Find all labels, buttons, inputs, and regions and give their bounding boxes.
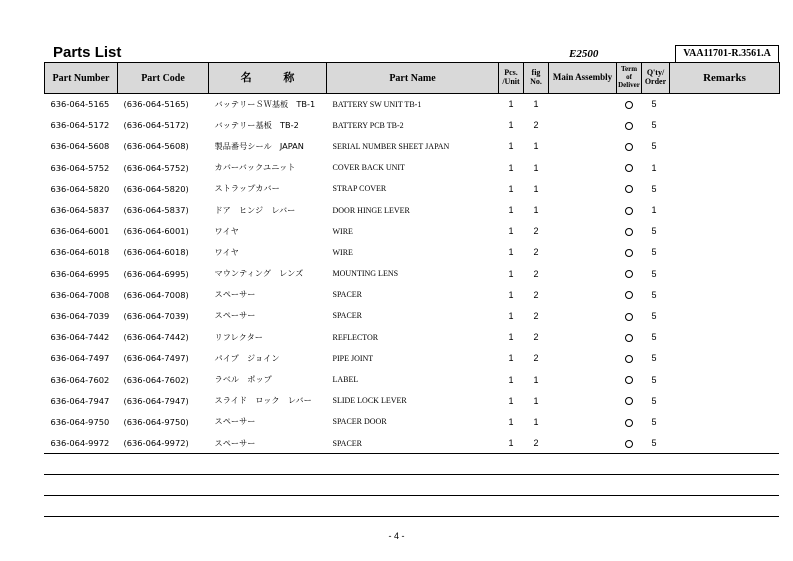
table-row bbox=[45, 284, 780, 305]
jp-name-cell: スペーサー bbox=[214, 289, 256, 300]
fig-no-cell: 2 bbox=[533, 310, 539, 321]
table-body bbox=[45, 94, 780, 454]
pcs-unit-cell: 1 bbox=[508, 247, 514, 258]
part-name-cell: COVER BACK UNIT bbox=[332, 163, 405, 173]
part-code-cell: (636-064-5165) bbox=[123, 99, 189, 110]
jp-name-cell: パイプ ジョイン bbox=[214, 352, 280, 363]
jp-name-cell: ドア ヒンジ レバー bbox=[214, 204, 296, 215]
circle-mark-icon bbox=[625, 101, 633, 109]
pcs-unit-cell: 1 bbox=[508, 289, 514, 300]
main-assembly-cell bbox=[549, 369, 617, 390]
header-qty-order: Q'ty/ Order bbox=[642, 63, 670, 94]
header-fig-no: fig No. bbox=[524, 63, 549, 94]
qty-order-cell: 5 bbox=[651, 141, 657, 152]
table-row bbox=[45, 369, 780, 390]
main-assembly-cell bbox=[549, 284, 617, 305]
term-of-delivery-cell bbox=[617, 327, 642, 348]
table-row bbox=[45, 199, 780, 220]
fig-no-cell: 1 bbox=[533, 183, 539, 194]
part-code-cell: (636-064-6995) bbox=[123, 268, 189, 279]
fig-no-cell: 1 bbox=[533, 141, 539, 152]
fig-no-cell: 2 bbox=[533, 247, 539, 258]
part-name-cell: SPACER bbox=[332, 438, 362, 448]
term-of-delivery-cell bbox=[617, 390, 642, 411]
pcs-unit-cell: 1 bbox=[508, 120, 514, 131]
circle-mark-icon bbox=[625, 249, 633, 257]
qty-order-cell: 5 bbox=[651, 289, 657, 300]
fig-no-cell: 2 bbox=[533, 289, 539, 300]
jp-name-cell: 製品番号シール JAPAN bbox=[214, 140, 304, 151]
part-name-cell: BATTERY PCB TB-2 bbox=[332, 120, 404, 130]
table-row bbox=[45, 94, 780, 115]
main-assembly-cell bbox=[549, 94, 617, 115]
pcs-unit-cell: 1 bbox=[508, 268, 514, 279]
fig-no-cell: 2 bbox=[533, 120, 539, 131]
table-row bbox=[45, 348, 780, 369]
part-name-cell: DOOR HINGE LEVER bbox=[332, 205, 410, 215]
circle-mark-icon bbox=[625, 185, 633, 193]
header-jp-name: 名 称 bbox=[209, 63, 327, 94]
parts-table bbox=[44, 62, 780, 454]
table-header-row bbox=[45, 63, 780, 94]
circle-mark-icon bbox=[625, 228, 633, 236]
jp-name-cell: バッテリーＳＷ基板 TB-1 bbox=[214, 98, 316, 109]
table-row bbox=[45, 263, 780, 284]
circle-mark-icon bbox=[625, 313, 633, 321]
part-number-cell: 636-064-7602 bbox=[50, 374, 110, 385]
fig-no-cell: 2 bbox=[533, 438, 539, 449]
remarks-cell bbox=[670, 178, 780, 199]
header-part-name: Part Name bbox=[327, 63, 499, 94]
jp-name-cell: ワイヤ bbox=[214, 246, 239, 257]
remarks-cell bbox=[670, 369, 780, 390]
circle-mark-icon bbox=[625, 355, 633, 363]
qty-order-cell: 5 bbox=[651, 353, 657, 364]
circle-mark-icon bbox=[625, 291, 633, 299]
part-number-cell: 636-064-6018 bbox=[50, 247, 110, 258]
part-number-cell: 636-064-5820 bbox=[50, 183, 110, 194]
fig-no-cell: 2 bbox=[533, 332, 539, 343]
part-name-cell: SPACER bbox=[332, 311, 362, 321]
part-name-cell: WIRE bbox=[332, 247, 353, 257]
part-name-cell: LABEL bbox=[332, 375, 359, 385]
term-of-delivery-cell bbox=[617, 157, 642, 178]
main-assembly-cell bbox=[549, 178, 617, 199]
header-pcs-unit: Pcs. /Unit bbox=[499, 63, 524, 94]
remarks-cell bbox=[670, 221, 780, 242]
qty-order-cell: 5 bbox=[651, 120, 657, 131]
empty-row-rule bbox=[44, 474, 779, 475]
pcs-unit-cell: 1 bbox=[508, 353, 514, 364]
qty-order-cell: 5 bbox=[651, 374, 657, 385]
fig-no-cell: 1 bbox=[533, 205, 539, 216]
main-assembly-cell bbox=[549, 221, 617, 242]
part-name-cell: WIRE bbox=[332, 226, 353, 236]
part-number-cell: 636-064-5608 bbox=[50, 141, 110, 152]
circle-mark-icon bbox=[625, 122, 633, 130]
part-name-cell: SLIDE LOCK LEVER bbox=[332, 396, 407, 406]
header-term-of-delivery: Term of Deliver bbox=[617, 63, 642, 94]
remarks-cell bbox=[670, 242, 780, 263]
qty-order-cell: 5 bbox=[651, 183, 657, 194]
table-row bbox=[45, 157, 780, 178]
pcs-unit-cell: 1 bbox=[508, 416, 514, 427]
remarks-cell bbox=[670, 94, 780, 115]
qty-order-cell: 5 bbox=[651, 99, 657, 110]
term-of-delivery-cell bbox=[617, 242, 642, 263]
fig-no-cell: 2 bbox=[533, 268, 539, 279]
remarks-cell bbox=[670, 390, 780, 411]
header-part-code: Part Code bbox=[118, 63, 209, 94]
header-part-number: Part Number bbox=[45, 63, 118, 94]
jp-name-cell: マウンティング レンズ bbox=[214, 268, 304, 279]
part-name-cell: REFLECTOR bbox=[332, 332, 379, 342]
pcs-unit-cell: 1 bbox=[508, 332, 514, 343]
main-assembly-cell bbox=[549, 411, 617, 432]
term-of-delivery-cell bbox=[617, 94, 642, 115]
remarks-cell bbox=[670, 411, 780, 432]
part-number-cell: 636-064-5752 bbox=[50, 162, 110, 173]
remarks-cell bbox=[670, 136, 780, 157]
part-name-cell: PIPE JOINT bbox=[332, 353, 374, 363]
pcs-unit-cell: 1 bbox=[508, 395, 514, 406]
pcs-unit-cell: 1 bbox=[508, 162, 514, 173]
table-row bbox=[45, 390, 780, 411]
remarks-cell bbox=[670, 433, 780, 454]
main-assembly-cell bbox=[549, 327, 617, 348]
pcs-unit-cell: 1 bbox=[508, 205, 514, 216]
empty-row-rule bbox=[44, 495, 779, 496]
remarks-cell bbox=[670, 199, 780, 220]
part-number-cell: 636-064-6001 bbox=[50, 226, 110, 237]
term-of-delivery-cell bbox=[617, 433, 642, 454]
part-code-cell: (636-064-7039) bbox=[123, 310, 189, 321]
part-number-cell: 636-064-7008 bbox=[50, 289, 110, 300]
remarks-cell bbox=[670, 348, 780, 369]
jp-name-cell: スペーサー bbox=[214, 310, 256, 321]
jp-name-cell: リフレクター bbox=[214, 331, 263, 342]
qty-order-cell: 1 bbox=[651, 162, 657, 173]
main-assembly-cell bbox=[549, 199, 617, 220]
fig-no-cell: 1 bbox=[533, 99, 539, 110]
term-of-delivery-cell bbox=[617, 411, 642, 432]
table-row bbox=[45, 178, 780, 199]
circle-mark-icon bbox=[625, 397, 633, 405]
part-code-cell: (636-064-9972) bbox=[123, 438, 189, 449]
fig-no-cell: 2 bbox=[533, 353, 539, 364]
jp-name-cell: スペーサー bbox=[214, 437, 256, 448]
part-number-cell: 636-064-6995 bbox=[50, 268, 110, 279]
part-name-cell: SPACER bbox=[332, 290, 362, 300]
qty-order-cell: 5 bbox=[651, 310, 657, 321]
qty-order-cell: 5 bbox=[651, 268, 657, 279]
qty-order-cell: 5 bbox=[651, 247, 657, 258]
pcs-unit-cell: 1 bbox=[508, 226, 514, 237]
term-of-delivery-cell bbox=[617, 136, 642, 157]
table-row bbox=[45, 433, 780, 454]
main-assembly-cell bbox=[549, 433, 617, 454]
part-code-cell: (636-064-7602) bbox=[123, 374, 189, 385]
table-row bbox=[45, 242, 780, 263]
part-name-cell: STRAP COVER bbox=[332, 184, 387, 194]
document-id: VAA11701-R.3561.A bbox=[675, 45, 779, 62]
qty-order-cell: 5 bbox=[651, 438, 657, 449]
fig-no-cell: 1 bbox=[533, 374, 539, 385]
fig-no-cell: 1 bbox=[533, 395, 539, 406]
term-of-delivery-cell bbox=[617, 284, 642, 305]
main-assembly-cell bbox=[549, 348, 617, 369]
table-row bbox=[45, 115, 780, 136]
part-code-cell: (636-064-6018) bbox=[123, 247, 189, 258]
qty-order-cell: 5 bbox=[651, 395, 657, 406]
main-assembly-cell bbox=[549, 390, 617, 411]
term-of-delivery-cell bbox=[617, 263, 642, 284]
term-of-delivery-cell bbox=[617, 305, 642, 326]
part-code-cell: (636-064-7008) bbox=[123, 289, 189, 300]
jp-name-cell: ラベル ポップ bbox=[214, 374, 272, 385]
circle-mark-icon bbox=[625, 419, 633, 427]
main-assembly-cell bbox=[549, 115, 617, 136]
empty-row-rule bbox=[44, 516, 779, 517]
part-code-cell: (636-064-5608) bbox=[123, 141, 189, 152]
jp-name-cell: カバーバックユニット bbox=[214, 162, 296, 173]
main-assembly-cell bbox=[549, 263, 617, 284]
fig-no-cell: 1 bbox=[533, 416, 539, 427]
part-name-cell: BATTERY SW UNIT TB-1 bbox=[332, 99, 422, 109]
table-row bbox=[45, 305, 780, 326]
part-code-cell: (636-064-9750) bbox=[123, 416, 189, 427]
remarks-cell bbox=[670, 263, 780, 284]
circle-mark-icon bbox=[625, 270, 633, 278]
remarks-cell bbox=[670, 157, 780, 178]
part-code-cell: (636-064-5837) bbox=[123, 205, 189, 216]
pcs-unit-cell: 1 bbox=[508, 183, 514, 194]
table-row bbox=[45, 411, 780, 432]
part-name-cell: MOUNTING LENS bbox=[332, 269, 399, 279]
pcs-unit-cell: 1 bbox=[508, 438, 514, 449]
table-row bbox=[45, 221, 780, 242]
term-of-delivery-cell bbox=[617, 199, 642, 220]
pcs-unit-cell: 1 bbox=[508, 374, 514, 385]
term-of-delivery-cell bbox=[617, 115, 642, 136]
header-main-assembly: Main Assembly bbox=[549, 63, 617, 94]
model-name: E2500 bbox=[569, 48, 599, 60]
qty-order-cell: 5 bbox=[651, 332, 657, 343]
pcs-unit-cell: 1 bbox=[508, 310, 514, 321]
circle-mark-icon bbox=[625, 207, 633, 215]
remarks-cell bbox=[670, 284, 780, 305]
main-assembly-cell bbox=[549, 157, 617, 178]
table-row bbox=[45, 327, 780, 348]
jp-name-cell: ワイヤ bbox=[214, 225, 239, 236]
circle-mark-icon bbox=[625, 164, 633, 172]
part-number-cell: 636-064-7947 bbox=[50, 395, 110, 406]
part-name-cell: SERIAL NUMBER SHEET JAPAN bbox=[332, 141, 450, 151]
part-code-cell: (636-064-5172) bbox=[123, 120, 189, 131]
term-of-delivery-cell bbox=[617, 221, 642, 242]
part-number-cell: 636-064-9972 bbox=[50, 438, 110, 449]
remarks-cell bbox=[670, 305, 780, 326]
remarks-cell bbox=[670, 327, 780, 348]
term-of-delivery-cell bbox=[617, 178, 642, 199]
part-number-cell: 636-064-9750 bbox=[50, 416, 110, 427]
part-number-cell: 636-064-5172 bbox=[50, 120, 110, 131]
part-code-cell: (636-064-5752) bbox=[123, 162, 189, 173]
jp-name-cell: スライド ロック レバー bbox=[214, 395, 312, 406]
table-row bbox=[45, 136, 780, 157]
main-assembly-cell bbox=[549, 136, 617, 157]
circle-mark-icon bbox=[625, 440, 633, 448]
part-code-cell: (636-064-6001) bbox=[123, 226, 189, 237]
circle-mark-icon bbox=[625, 143, 633, 151]
qty-order-cell: 5 bbox=[651, 226, 657, 237]
jp-name-cell: バッテリー基板 TB-2 bbox=[214, 119, 299, 130]
remarks-cell bbox=[670, 115, 780, 136]
empty-row-rule bbox=[44, 453, 779, 454]
circle-mark-icon bbox=[625, 334, 633, 342]
part-number-cell: 636-064-7442 bbox=[50, 332, 110, 343]
circle-mark-icon bbox=[625, 376, 633, 384]
header-remarks: Remarks bbox=[670, 63, 780, 94]
jp-name-cell: ストラップカバー bbox=[214, 183, 280, 194]
part-number-cell: 636-064-7039 bbox=[50, 310, 110, 321]
jp-name-cell: スペーサー bbox=[214, 416, 256, 427]
page-number: - 4 - bbox=[388, 531, 405, 541]
pcs-unit-cell: 1 bbox=[508, 141, 514, 152]
part-name-cell: SPACER DOOR bbox=[332, 417, 387, 427]
part-code-cell: (636-064-5820) bbox=[123, 183, 189, 194]
part-number-cell: 636-064-5837 bbox=[50, 205, 110, 216]
part-number-cell: 636-064-7497 bbox=[50, 353, 110, 364]
part-number-cell: 636-064-5165 bbox=[50, 99, 110, 110]
part-code-cell: (636-064-7442) bbox=[123, 332, 189, 343]
part-code-cell: (636-064-7947) bbox=[123, 395, 189, 406]
term-of-delivery-cell bbox=[617, 348, 642, 369]
page-title: Parts List bbox=[53, 44, 122, 61]
term-of-delivery-cell bbox=[617, 369, 642, 390]
qty-order-cell: 5 bbox=[651, 416, 657, 427]
main-assembly-cell bbox=[549, 242, 617, 263]
pcs-unit-cell: 1 bbox=[508, 99, 514, 110]
fig-no-cell: 2 bbox=[533, 226, 539, 237]
main-assembly-cell bbox=[549, 305, 617, 326]
qty-order-cell: 1 bbox=[651, 205, 657, 216]
part-code-cell: (636-064-7497) bbox=[123, 353, 189, 364]
fig-no-cell: 1 bbox=[533, 162, 539, 173]
